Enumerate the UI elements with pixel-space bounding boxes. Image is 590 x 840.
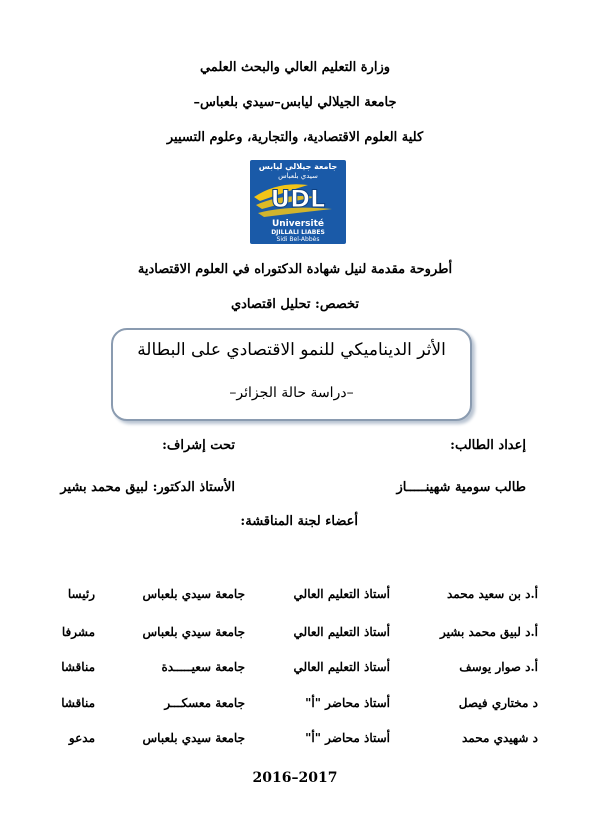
committee-role: مناقشا [61,660,95,674]
student-name: طالب سومية شهينـــــاز [396,480,526,495]
committee-university: جامعة سيدي بلعباس [142,625,245,639]
prepared-by-label: إعداد الطالب: [450,438,526,453]
degree-line: أطروحة مقدمة لنيل شهادة الدكتوراه في العلوم الاقتصادية [137,262,453,277]
committee-role: مشرفا [61,625,95,639]
logo-arabic-name: جامعة جيلالي ليابس [258,162,338,171]
logo-line2: DJILLALI LIABES [271,229,325,236]
committee-name: أ.د لبيق محمد بشير [440,625,538,639]
committee-role: مدعو [68,731,95,745]
committee-university: جامعة معسكـــر [164,696,245,710]
specialty-line: تخصص: تحليل اقتصادي [230,297,360,312]
committee-rank: أستاذ التعليم العالي [293,587,390,601]
logo-line3: Sidi Bel-Abbès [276,236,320,243]
thesis-subtitle: –دراسة حالة الجزائر– [229,385,354,401]
logo-arabic-city: سيدي بلعباس [278,172,318,180]
committee-label: أعضاء لجنة المناقشة: [240,514,358,529]
svg-text:UDL: UDL [270,185,326,213]
ministry-heading: وزارة التعليم العالي والبحث العلمي [199,60,391,75]
logo-line1: Université [271,219,325,229]
committee-role: رئيسا [67,587,95,601]
committee-rank: أستاذ التعليم العالي [293,625,390,639]
committee-rank: أستاذ محاضر "أ" [305,731,390,745]
faculty-heading: كلية العلوم الاقتصادية، والتجارية، وعلوم التسيير [166,130,424,145]
committee-university: جامعة سيدي بلعباس [142,731,245,745]
committee-name: د شهيدي محمد [461,731,538,745]
committee-name: د مختاري فيصل [458,696,538,710]
committee-university: جامعة سيدي بلعباس [142,587,245,601]
thesis-title: الأثر الديناميكي للنمو الاقتصادي على البطالة [137,340,446,360]
supervisor-name: الأستاذ الدكتور: لبيق محمد بشير [60,480,235,495]
university-heading: جامعة الجيلالي ليابس–سيدي بلعباس– [193,95,397,110]
committee-name: أ.د صوار يوسف [459,660,538,674]
supervision-label: تحت إشراف: [162,438,235,453]
academic-year: 2016–2017 [252,770,338,786]
committee-rank: أستاذ التعليم العالي [293,660,390,674]
committee-name: أ.د بن سعيد محمد [446,587,538,601]
committee-university: جامعة سعيـــــدة [161,660,245,674]
committee-rank: أستاذ محاضر "أ" [305,696,390,710]
committee-role: مناقشا [61,696,95,710]
